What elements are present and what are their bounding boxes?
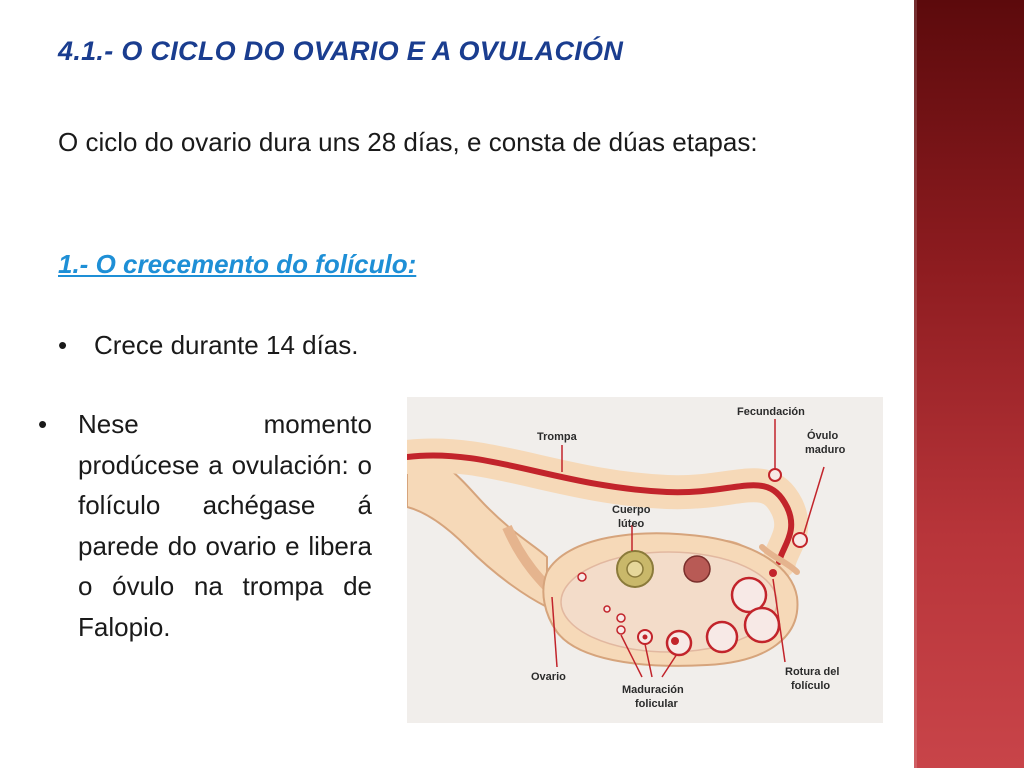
bullet-text: Nese momento prodúcese a ovulación: o folículo achégase á parede do ovario e libera o óvulo na trompa de Falopio. [78, 409, 372, 642]
label-trompa: Trompa [537, 431, 577, 443]
follicle [707, 622, 737, 652]
mature-ovum [793, 533, 807, 547]
slide-title: 4.1.- O CICLO DO OVARIO E A OVULACIÓN [58, 36, 624, 66]
section-subtitle: 1.- O crecemento do folículo: [58, 249, 417, 279]
corpus-albicans [684, 556, 710, 582]
follicle [745, 608, 779, 642]
fertilized-ovum [769, 469, 781, 481]
label-cuerpo-line1: Cuerpo [612, 504, 651, 516]
bullet-text: Crece durante 14 días. [94, 330, 359, 360]
released-ovum [769, 569, 777, 577]
label-fecundacion: Fecundación [737, 406, 805, 418]
label-ovulo-line1: Óvulo [807, 430, 839, 442]
label-maduracion-line2: folicular [635, 698, 678, 710]
intro-paragraph: O ciclo do ovario dura uns 28 días, e consta de dúas etapas: [58, 127, 758, 157]
ovulation-diagram-svg [407, 397, 883, 723]
label-ovario: Ovario [531, 671, 566, 683]
ovulation-diagram [407, 397, 883, 723]
decorative-sidebar [914, 0, 1024, 768]
follicle [667, 631, 691, 655]
bullet-item-duration [58, 330, 359, 361]
label-rotura-line2: folículo [791, 680, 831, 692]
label-ovulo-line2: maduro [805, 444, 846, 456]
label-cuerpo-line2: lúteo [618, 518, 645, 530]
label-maduracion-line1: Maduración [622, 684, 684, 696]
label-rotura-line1: Rotura del [785, 666, 840, 678]
bullet-icon: • [38, 409, 48, 439]
bullet-icon: • [58, 330, 68, 360]
